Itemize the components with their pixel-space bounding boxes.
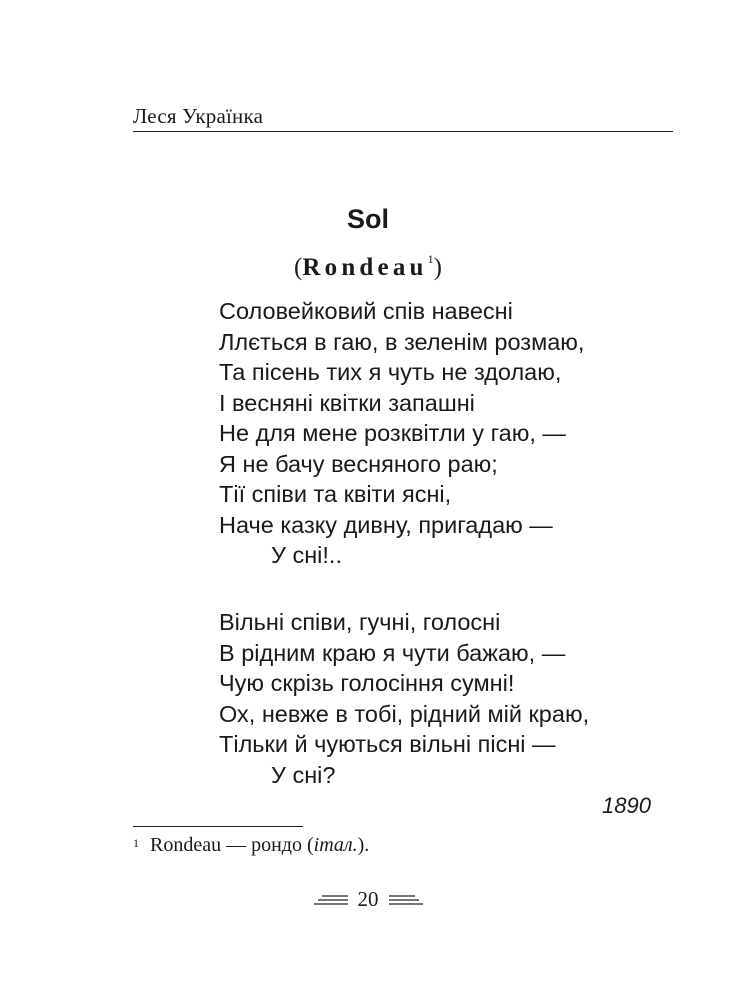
footnote-ref: 1: [427, 252, 434, 266]
right-ornament-icon: [389, 894, 423, 906]
poem-subtitle: [0, 254, 736, 282]
verse-line-refrain: У сні?: [271, 761, 336, 788]
verse-line: Ох, невже в тобі, рідний мій краю,: [219, 700, 590, 727]
running-header-author: Леся Українка: [133, 104, 264, 128]
poem-date: 1890: [602, 793, 651, 818]
subtitle-close-paren: ): [433, 254, 442, 281]
verse-line: В рідним краю я чути бажаю, —: [219, 639, 566, 666]
verse-line: Чую скрізь голосіння сумні!: [219, 670, 515, 696]
footnote-end: ).: [357, 834, 370, 856]
footnote-abbr: італ.: [313, 834, 358, 856]
left-ornament-icon: [314, 894, 348, 906]
page-number-block: [0, 887, 736, 912]
verse-line: Тільки й чуються вільні пісні —: [219, 731, 556, 757]
verse-line: Не для мене розквітли у гаю, —: [219, 420, 566, 446]
footnote: [133, 834, 369, 857]
verse-line: Ллється в гаю, в зеленім розмаю,: [219, 328, 585, 355]
footnote-rule: [133, 826, 303, 827]
verse-line: Вільні співи, гучні, голосні: [219, 609, 501, 635]
stanza-1: [219, 296, 584, 571]
verse-line: Я не бачу весняного раю;: [219, 450, 498, 477]
verse-line: І весняні квітки запашні: [219, 389, 475, 416]
footnote-mark: 1: [133, 836, 139, 850]
subtitle-open-paren: (: [294, 254, 303, 281]
verse-line: Наче казку дивну, пригадаю —: [219, 511, 553, 538]
verse-line: Соловейковий спів навесні: [219, 298, 513, 324]
poem-title: Sol: [346, 204, 389, 234]
header-rule: [133, 131, 673, 132]
verse-line: Та пісень тих я чуть не здолаю,: [219, 359, 562, 385]
verse-line-refrain: У сні!..: [271, 542, 342, 568]
subtitle-word: Rondeau: [302, 254, 428, 281]
footnote-term: Rondeau — рондо (: [150, 834, 314, 856]
page-number: 20: [357, 887, 379, 911]
verse-line: Тії співи та квіти ясні,: [219, 481, 452, 507]
stanza-2: [219, 607, 589, 790]
